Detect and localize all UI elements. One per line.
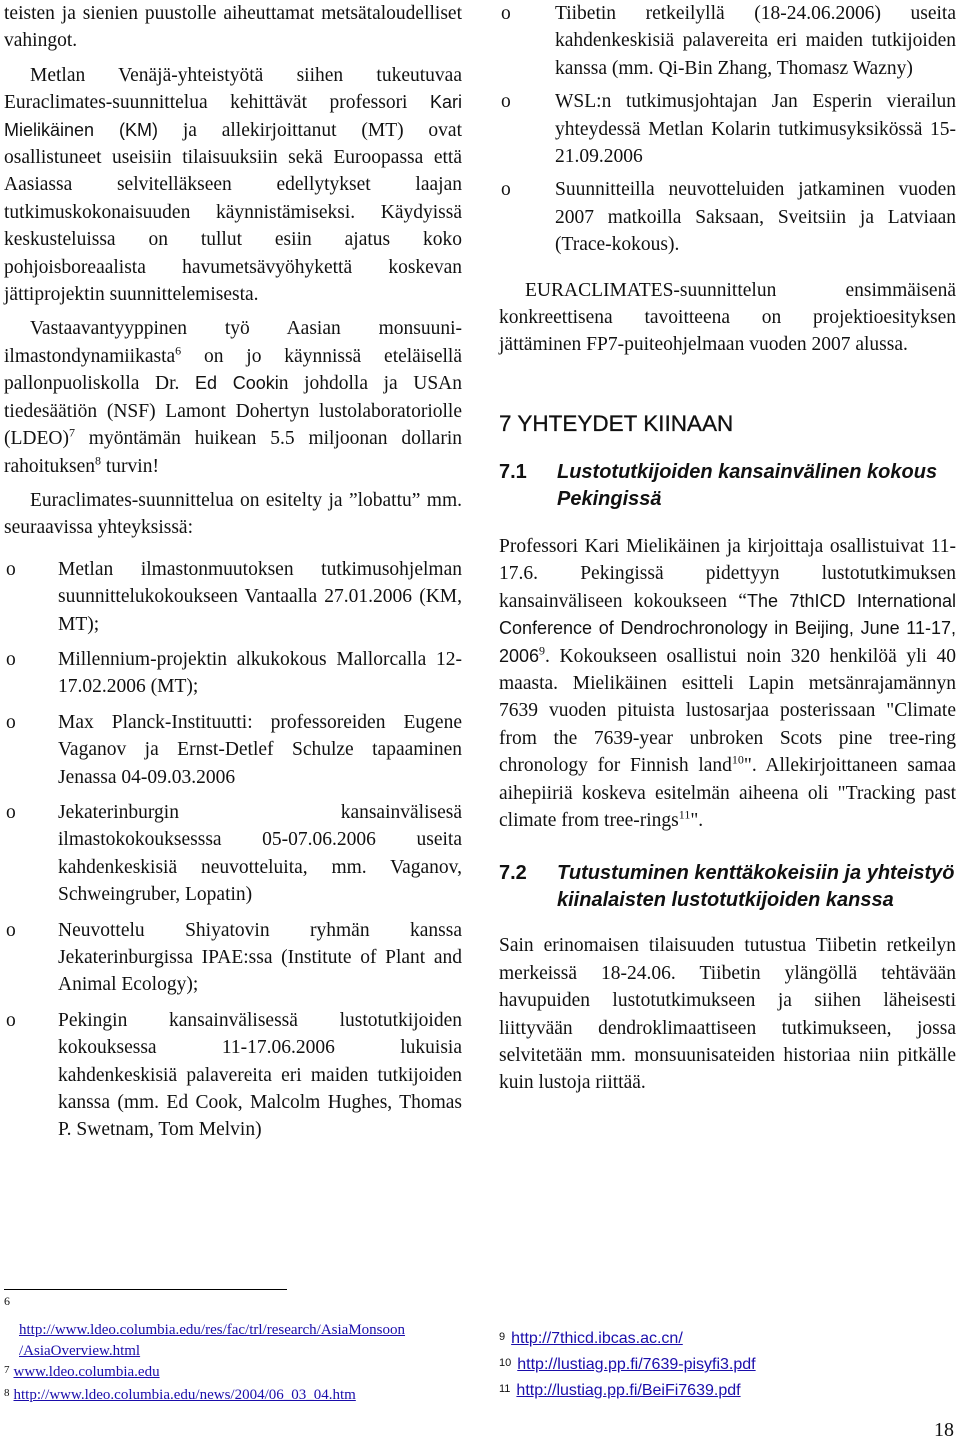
bullet-marker: o (6, 801, 16, 823)
footnote-6-link[interactable]: http://www.ldeo.columbia.edu/res/fac/trl/research/AsiaMonsoon (19, 1322, 406, 1338)
paragraph-beijing-conference: Professori Kari Mielikäinen ja kirjoittaja osallistuivat 11-17.6. Pekingissä pidettyyn lustotutkimuksen kansainväliseen kokoukseen “The 7thICD International Conference of Dendrochronology in Beijing, June 11-17, 2006$^9$. Kokoukseen osallistui noin 320 henkilöä yli 40 maasta. Mielikäinen esitteli Lapin metsänrajamännyn 7639 vuoden pituista lustosarjaa posterissaan "Climate from the 7639-year unbroken Scots pine tree-ring chronology for Finnish land$^{10}$". Allekirjoittaneen samaa aihepiiriä koskeva esitelmän aiheena oli "Tracking past climate from tree-rings$^{11}$". (499, 535, 956, 831)
left-column (4, 0, 462, 1144)
event-list-left (4, 556, 462, 1144)
list-item: o Millennium-projektin alkukokous Mallorcalla 12-17.02.2006 (MT); (4, 646, 462, 701)
footnote-11: $^{11}$ http://lustiag.pp.fi/BeiFi7639.pdf (499, 1382, 741, 1399)
subsection-heading-7-2: 7.2 Tutustuminen kenttäkokeisiin ja yhteistyö kiinalaisten lustotutkijoiden kanssa (499, 862, 955, 912)
list-item: o Jekaterinburgin kansainvälisesä ilmastokokouksesssa 05-07.06.2006 useita kahdenkeskisiä neuvotteluita, mm. Vaganov, Schweingruber, Lopatin) (4, 799, 462, 909)
list-item: o Neuvottelu Shiyatovin ryhmän kanssa Jekaterinburgissa IPAE:ssa (Institute of Plant and Animal Ecology); (4, 917, 462, 999)
bullet-marker: o (6, 558, 16, 580)
list-item: o Max Planck-Instituutti: professoreiden Eugene Vaganov ja Ernst-Detlef Schulze tapaaminen Jenassa 04-09.03.2006 (4, 709, 462, 791)
footnote-rule (4, 1289, 287, 1290)
paragraph-intro-end: teisten ja sienien puustolle aiheuttamat metsätaloudelliset vahingot. (4, 3, 462, 52)
footnote-6 (19, 1320, 405, 1362)
person-name: Kari Mielikäinen (KM) (4, 92, 462, 140)
footnote-9: $^9$ http://7thicd.ibcas.ac.cn/ (499, 1330, 683, 1347)
footnote-ref-6[interactable]: 6 (175, 343, 182, 358)
footnote-ref-7[interactable]: 7 (68, 425, 75, 440)
footnote-ref-11[interactable]: 11 (678, 807, 691, 822)
conference-name: The 7thICD International Conference of Dendrochronology in Beijing, June 11-17, 2006 (499, 590, 956, 666)
footnote-ref-10[interactable]: 10 (731, 752, 744, 767)
bullet-marker: o (6, 919, 16, 941)
list-item: o WSL:n tutkimusjohtajan Jan Esperin vierailun yhteydessä Metlan Kolarin tutkimusyksikössä 15-21.09.2006 (499, 88, 956, 170)
footnote-6-marker: 6 (4, 1294, 10, 1308)
page-number: 18 (934, 1419, 954, 1441)
footnote-ref-9[interactable]: 9 (539, 643, 546, 657)
bullet-marker: o (6, 648, 16, 670)
list-item: o Suunnitteilla neuvotteluiden jatkaminen vuoden 2007 matkoilla Saksaan, Sveitsiin ja Latviaan (Trace-kokous). (499, 176, 956, 258)
list-item: o Metlan ilmastonmuutoksen tutkimusohjelman suunnittelukokoukseen Vantaalla 27.01.2006 (KM, MT); (4, 556, 462, 638)
footnote-6-link-cont[interactable]: /AsiaOverview.html (19, 1343, 141, 1359)
bullet-marker: o (501, 179, 511, 201)
list-item: o Tiibetin retkeilyllä (18-24.06.2006) useita kahdenkeskisiä palavereita eri maiden tutkijoiden kanssa (mm. Qi-Bin Zhang, Thomasz Wazny) (499, 0, 956, 82)
bullet-marker: o (6, 711, 16, 733)
section-heading-7: 7 YHTEYDET KIINAAN (499, 410, 734, 436)
footnote-8-link[interactable]: http://www.ldeo.columbia.edu/news/2004/06_03_04.htm (13, 1387, 356, 1403)
paragraph-lobbying: Euraclimates-suunnittelua on esitelty ja ”lobattu” mm. seuraavissa yhteyksissä: (4, 489, 462, 539)
paragraph-tibet-excursion: Sain erinomaisen tilaisuuden tutustua Tiibetin retkeilyn merkeissä 18-24.06. Tiibetin ylängöllä tehtävään havupuiden lustotutkimukseen ja siihen läheisesti liittyvään dendroklimaattiseen tutkimukseen, jossa selvitetään mm. monsuunisateiden historiaa niin pitkälle kuin lustoja riittää. (499, 935, 956, 1094)
footnote-7-link[interactable]: www.ldeo.columbia.edu (13, 1364, 160, 1380)
footnote-9-link[interactable]: http://7thicd.ibcas.ac.cn/ (511, 1330, 683, 1347)
bullet-marker: o (501, 91, 511, 113)
list-item: o Pekingin kansainvälisessä lustotutkijoiden kokouksessa 11-17.06.2006 lukuisia kahdenkeskisiä palavereita eri maiden tutkijoiden kanssa (mm. Ed Cook, Malcolm Hughes, Thomas P. Swetnam, Tom Melvin) (4, 1007, 462, 1144)
bullet-marker: o (6, 1009, 16, 1031)
footnote-8: $^8$ http://www.ldeo.columbia.edu/news/2004/06_03_04.htm (4, 1387, 356, 1403)
paragraph-asian-monsoon: Vastaavantyyppinen työ Aasian monsuuni-ilmastondynamiikasta$^6$ on jo käynnissä eteläisellä pallonpuoliskolla Dr. Ed Cookin johdolla ja USAn tiedesäätiön (NSF) Lamont Dohertyn lustolaboratoriolle (LDEO)$^7$ myöntämän huikean 5.5 miljoonan dollarin rahoituksen$^8$ turvin! (4, 318, 462, 477)
bullet-marker: o (501, 3, 511, 24)
footnote-11-link[interactable]: http://lustiag.pp.fi/BeiFi7639.pdf (516, 1382, 741, 1399)
person-name: Ed Cooki (194, 373, 279, 394)
footnote-10-link[interactable]: http://lustiag.pp.fi/7639-pisyfi3.pdf (517, 1356, 756, 1373)
paragraph-metla-cooperation: Metlan Venäjä-yhteistyötä siihen tukeutuvaa Euraclimates-suunnittelua kehittävät professori Kari Mielikäinen (KM) ja allekirjoittanut (MT) ovat osallistuneet useisiin tilaisuuksiin sekä Euroopassa että Aasiassa selvitelläkseen edellytykset laajan tutkimuskokonaisuuden käynnistämiseksi. Käydyissä keskusteluissa on tullut esiin ajatus koko pohjoisboreaalista havumetsävyöhykettä koskevan jättiprojektin suunnittelemisesta. (4, 64, 462, 306)
footnote-7: $^7$ www.ldeo.columbia.edu (4, 1364, 160, 1380)
footnote-10: $^{10}$ http://lustiag.pp.fi/7639-pisyfi3.pdf (499, 1356, 756, 1373)
event-list-right (499, 0, 956, 259)
footnote-ref-8[interactable]: 8 (94, 453, 101, 467)
paragraph-euraclimates-goal: EURACLIMATES-suunnittelun ensimmäisenä konkreettisena tavoitteena on projektioesityksen jättäminen FP7-puiteohjelmaan vuoden 2007 alussa. (499, 279, 956, 356)
right-column (499, 0, 956, 1097)
subsection-heading-7-1: 7.1 Lustotutkijoiden kansainvälinen kokous Pekingissä (499, 460, 938, 510)
